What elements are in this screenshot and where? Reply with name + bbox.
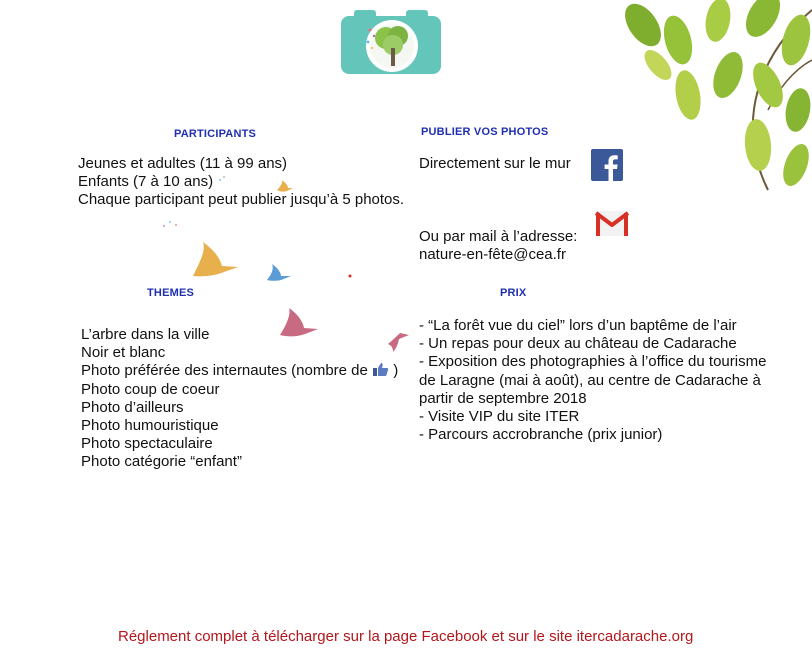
prizes-heading: PRIX <box>500 287 527 299</box>
participants-heading: PARTICIPANTS <box>174 128 257 140</box>
publish-mail <box>419 228 577 264</box>
theme-item: Photo humouristique <box>81 417 219 435</box>
leaves-icon <box>618 0 812 195</box>
dot-icon <box>169 221 171 223</box>
theme-item: L’arbre dans la ville <box>81 326 210 343</box>
dot-icon <box>349 275 352 278</box>
participants-line: Enfants (7 à 10 ans) <box>78 173 214 191</box>
facebook-icon[interactable] <box>591 149 623 181</box>
prize-line: partir de septembre 2018 <box>419 389 587 407</box>
participants-line: Chaque participant peut publier jusqu’à 5 photos. <box>78 191 405 209</box>
publish-mail-address[interactable]: nature-en-fête@cea.fr <box>419 246 566 264</box>
participants-list <box>78 155 404 210</box>
prize-line: - Exposition des photographies à l’office du tourisme <box>419 353 767 371</box>
prize-line: - Un repas pour deux au château de Cadarache <box>419 335 737 353</box>
theme-item: Photo coup de coeur <box>81 380 220 398</box>
themes-heading: THEMES <box>147 287 195 299</box>
prize-line: - Parcours accrobranche (prix junior) <box>419 426 663 444</box>
theme-item: Photo catégorie “enfant” <box>81 453 242 471</box>
theme-item: Photo spectaculaire <box>81 435 213 453</box>
theme-item: Photo d’ailleurs <box>81 398 184 416</box>
participants-line: Jeunes et adultes (11 à 99 ans) <box>78 155 288 172</box>
prize-line: - Visite VIP du site ITER <box>419 408 580 426</box>
thumbs-up-icon <box>372 362 389 377</box>
publish-wall-text: Directement sur le mur <box>419 155 571 172</box>
theme-item-paren: ) <box>393 362 399 380</box>
theme-item: Noir et blanc <box>81 344 166 362</box>
camera-tree-icon <box>340 8 442 75</box>
dot-icon <box>175 224 177 226</box>
bird-icon <box>267 264 291 281</box>
publish-heading: PUBLIER VOS PHOTOS <box>421 126 549 138</box>
dot-icon <box>163 225 165 227</box>
prize-line: - “La forêt vue du ciel” lors d’un baptême de l’air <box>419 317 737 334</box>
footer-rules-text: Réglement complet à télécharger sur la page Facebook et sur le site itercadarache.org <box>118 628 694 645</box>
theme-item <box>81 362 398 380</box>
bird-icon <box>193 242 238 276</box>
theme-item-text: Photo préférée des internautes (nombre de <box>81 362 368 380</box>
gmail-icon[interactable] <box>595 208 629 238</box>
prizes-list <box>419 317 766 444</box>
prize-line: de Laragne (mai à août), au centre de Cadarache à <box>419 371 761 389</box>
themes-list <box>81 326 398 472</box>
publish-mail-line: Ou par mail à l’adresse: <box>419 228 578 245</box>
